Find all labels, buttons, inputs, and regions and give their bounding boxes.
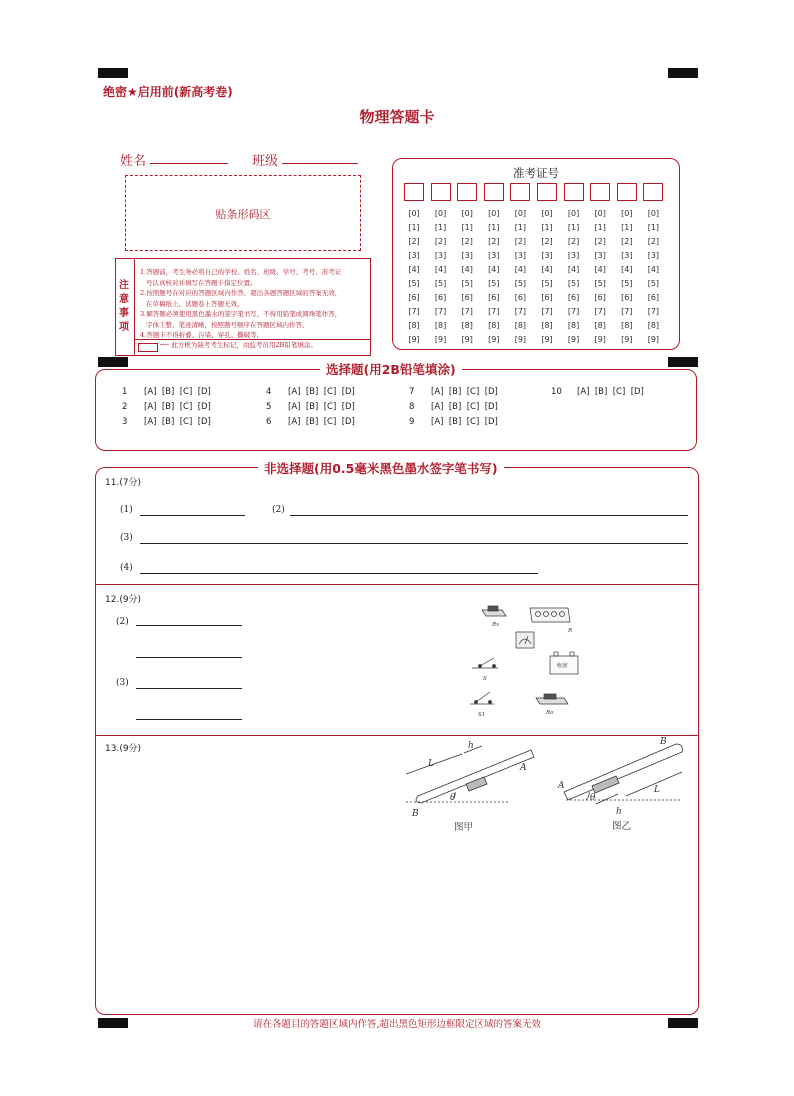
component-label: Rx: [492, 622, 500, 628]
alignment-mark: [98, 68, 128, 78]
switch-s1-icon: [470, 692, 494, 704]
exam-id-bubble[interactable]: [2]: [594, 237, 606, 246]
resistor-rx-icon: [482, 606, 506, 616]
notes-line: 号认真核对并填写在答题卡指定位置。: [146, 278, 257, 287]
q11-part2-answer[interactable]: [290, 515, 688, 516]
choice-options[interactable]: [A] [B] [C] [D]: [288, 387, 355, 397]
exam-id-bubble[interactable]: [3]: [567, 251, 580, 260]
exam-id-bubble[interactable]: [5]: [408, 279, 420, 288]
notes-title-char: 事: [119, 308, 129, 319]
exam-id-bubble[interactable]: [5]: [541, 279, 553, 288]
exam-id-bubble[interactable]: [5]: [594, 279, 606, 288]
alignment-mark: [98, 357, 128, 367]
notes-title: [116, 259, 135, 355]
exam-id-bubble[interactable]: [8]: [434, 321, 447, 330]
notes-line: 在草稿纸上、试题卷上答题无效。: [146, 299, 244, 308]
exam-id-bubble[interactable]: [0]: [488, 209, 500, 218]
class-field[interactable]: [282, 163, 358, 164]
exam-id-bubble[interactable]: [4]: [434, 265, 447, 274]
exam-id-bubble[interactable]: [4]: [567, 265, 580, 274]
choice-options[interactable]: [A] [B] [C] [D]: [288, 417, 355, 427]
exam-id-bubble[interactable]: [0]: [594, 209, 606, 218]
choice-number: 5: [266, 402, 272, 412]
exam-id-bubble[interactable]: [8]: [567, 321, 580, 330]
q12-part3-answer-a[interactable]: [136, 688, 242, 689]
exam-id-digit-box[interactable]: [457, 183, 477, 201]
q12-part2-answer-a[interactable]: [136, 625, 242, 626]
exam-id-bubble[interactable]: [4]: [594, 265, 606, 274]
page-title: 物理答题卡: [359, 108, 435, 126]
footer-note: 请在各题目的答题区域内作答,超出黑色矩形边框限定区域的答案无效: [252, 1019, 542, 1030]
q11-part3-answer[interactable]: [140, 543, 688, 544]
notes-title-char: 注: [119, 280, 129, 291]
fig-symbol: L: [428, 759, 434, 769]
choice-options[interactable]: [A] [B] [C] [D]: [288, 402, 355, 412]
choice-options[interactable]: [A] [B] [C] [D]: [577, 387, 644, 397]
exam-id-column: [456, 183, 478, 347]
exam-id-digit-box[interactable]: [484, 183, 504, 201]
exam-id-bubble[interactable]: [7]: [514, 307, 527, 316]
exam-id-column: [642, 183, 664, 347]
exam-id-bubble[interactable]: [5]: [647, 279, 660, 288]
exam-id-bubble[interactable]: [2]: [488, 237, 500, 246]
exam-id-bubble[interactable]: [9]: [647, 335, 660, 344]
q13-figure-a: [396, 736, 546, 836]
exam-id-digit-box[interactable]: [590, 183, 610, 201]
exam-id-bubble[interactable]: [8]: [461, 321, 473, 330]
exam-id-bubble[interactable]: [6]: [594, 293, 606, 302]
exam-id-bubble[interactable]: [8]: [514, 321, 527, 330]
meter-icon: [516, 632, 534, 648]
exam-id-bubble[interactable]: [7]: [567, 307, 580, 316]
exam-id-digit-box[interactable]: [431, 183, 451, 201]
exam-id-bubble[interactable]: [0]: [408, 209, 420, 218]
exam-id-bubble[interactable]: [4]: [488, 265, 500, 274]
resistor-r0-icon: [536, 694, 568, 704]
exam-id-bubble[interactable]: [8]: [647, 321, 660, 330]
notes-line: 2.按照题号在对应的答题区域内作答，超出各题答题区域的答案无效，: [140, 289, 342, 297]
exam-id-bubble[interactable]: [0]: [647, 209, 660, 218]
fig-caption: 图乙: [612, 821, 632, 832]
exam-id-bubble[interactable]: [3]: [541, 251, 553, 260]
exam-id-digit-box[interactable]: [643, 183, 663, 201]
exam-id-digit-box[interactable]: [510, 183, 530, 201]
resistance-box-icon: [530, 608, 570, 622]
exam-id-bubble[interactable]: [4]: [541, 265, 553, 274]
q13-figure-b: [556, 732, 696, 836]
choice-number: 1: [122, 387, 128, 397]
exam-id-bubble[interactable]: [8]: [541, 321, 553, 330]
exam-id-bubble[interactable]: [1]: [621, 223, 633, 232]
exam-id-bubble[interactable]: [0]: [461, 209, 473, 218]
component-label: S1: [478, 712, 486, 718]
exam-id-bubble[interactable]: [2]: [567, 237, 580, 246]
exam-id-digit-box[interactable]: [564, 183, 584, 201]
exam-id-bubble[interactable]: [5]: [434, 279, 447, 288]
notes-title-char: 意: [119, 294, 129, 305]
q12-part-label: (2): [116, 617, 129, 627]
exam-id-bubble[interactable]: [9]: [408, 335, 420, 344]
notes-title-char: 项: [119, 322, 129, 333]
exam-id-bubble[interactable]: [7]: [541, 307, 553, 316]
component-label: Ro: [546, 710, 554, 716]
exam-id-column: [616, 183, 638, 347]
exam-id-bubble[interactable]: [0]: [514, 209, 527, 218]
component-label: 电池: [556, 663, 568, 669]
exam-id-bubble[interactable]: [4]: [408, 265, 420, 274]
choice-options[interactable]: [A] [B] [C] [D]: [144, 387, 211, 397]
exam-id-bubble[interactable]: [0]: [541, 209, 553, 218]
divider: [95, 584, 698, 585]
q11-part-label: (3): [120, 533, 133, 543]
choice-number: 4: [266, 387, 272, 397]
exam-id-bubble[interactable]: [1]: [408, 223, 420, 232]
notes-line: 1.答题前，考生务必将自己的学校、姓名、班级、学号、考号、准考证: [140, 268, 342, 276]
fig-symbol: θ: [450, 793, 456, 803]
exam-id-digit-box[interactable]: [404, 183, 424, 201]
arrow-left-icon: ⟵: [160, 341, 170, 349]
component-label: S: [483, 676, 487, 682]
exam-id-bubble[interactable]: [2]: [621, 237, 633, 246]
exam-id-bubble[interactable]: [3]: [594, 251, 606, 260]
exam-id-bubble[interactable]: [3]: [621, 251, 633, 260]
exam-id-bubble[interactable]: [0]: [567, 209, 580, 218]
exam-id-bubble[interactable]: [6]: [647, 293, 660, 302]
exam-id-bubble[interactable]: [8]: [488, 321, 500, 330]
exam-id-bubble[interactable]: [3]: [514, 251, 527, 260]
notes-box: [115, 258, 371, 356]
exam-id-title: 准考证号: [513, 166, 559, 180]
choice-number: 3: [122, 417, 128, 427]
exam-id-bubble[interactable]: [4]: [461, 265, 473, 274]
notes-line: 3.解答题必须使用黑色墨水的签字笔书写，不得用铅笔或圆珠笔作答，: [140, 310, 342, 318]
exam-id-bubble[interactable]: [7]: [408, 307, 420, 316]
fig-symbol: A: [558, 781, 565, 791]
exam-id-bubble[interactable]: [9]: [514, 335, 527, 344]
fig-symbol: L: [654, 785, 660, 795]
choice-options[interactable]: [A] [B] [C] [D]: [431, 417, 498, 427]
fig-symbol: B: [660, 737, 667, 747]
exam-id-bubble[interactable]: [5]: [621, 279, 633, 288]
exam-id-bubble[interactable]: [9]: [621, 335, 633, 344]
component-label: R: [568, 628, 573, 634]
exam-id-bubble[interactable]: [2]: [647, 237, 660, 246]
exam-id-bubble[interactable]: [6]: [434, 293, 447, 302]
choice-options[interactable]: [A] [B] [C] [D]: [431, 387, 498, 397]
q12-part-label: (3): [116, 678, 129, 688]
name-label: 姓名: [120, 154, 147, 169]
fig-symbol: h: [616, 807, 622, 817]
exam-id-bubble[interactable]: [3]: [488, 251, 500, 260]
q12-part2-answer-b[interactable]: [136, 657, 242, 658]
exam-id-bubble[interactable]: [2]: [541, 237, 553, 246]
notes-line: 字体工整、笔迹清晰，按照题号顺序在答题区域内作答。: [146, 320, 309, 329]
exam-id-bubble[interactable]: [6]: [541, 293, 553, 302]
choice-options[interactable]: [A] [B] [C] [D]: [431, 402, 498, 412]
exam-id-digit-box[interactable]: [617, 183, 637, 201]
exam-id-column: [589, 183, 611, 347]
exam-id-bubble[interactable]: [5]: [461, 279, 473, 288]
exam-id-bubble[interactable]: [0]: [434, 209, 447, 218]
q11-part-label: (1): [120, 505, 133, 515]
question-13-label: 13.(9分): [105, 744, 142, 754]
exam-id-bubble[interactable]: [1]: [488, 223, 500, 232]
exam-id-bubble[interactable]: [5]: [488, 279, 500, 288]
exam-id-bubble[interactable]: [8]: [621, 321, 633, 330]
exam-id-bubble[interactable]: [9]: [594, 335, 606, 344]
fig-symbol: θ: [590, 793, 596, 803]
barcode-area: [125, 175, 361, 251]
fig-symbol: B: [412, 809, 419, 819]
fig-symbol: A: [520, 763, 527, 773]
exam-id-bubble[interactable]: [8]: [408, 321, 420, 330]
choice-number: 7: [409, 387, 415, 397]
exam-id-bubble[interactable]: [2]: [408, 237, 420, 246]
confidential-label: 绝密★启用前(新高考卷): [103, 85, 233, 99]
exam-id-bubble[interactable]: [3]: [434, 251, 447, 260]
exam-id-column: [403, 183, 425, 347]
q11-part1-answer[interactable]: [140, 515, 245, 516]
choice-number: 10: [551, 387, 562, 397]
exam-id-column: [483, 183, 505, 347]
exam-id-bubble[interactable]: [2]: [434, 237, 447, 246]
exam-id-bubble[interactable]: [9]: [488, 335, 500, 344]
q11-part-label: (4): [120, 563, 133, 573]
exam-id-bubble[interactable]: [6]: [621, 293, 633, 302]
question-12-label: 12.(9分): [105, 595, 142, 605]
notes-text: [140, 267, 366, 341]
exam-id-box: [392, 158, 680, 350]
exam-id-bubble[interactable]: [1]: [567, 223, 580, 232]
exam-id-bubble[interactable]: [2]: [461, 237, 473, 246]
choice-number: 9: [409, 417, 415, 427]
fig-caption: 图甲: [454, 822, 474, 833]
switch-s-icon: [472, 658, 498, 668]
choice-number: 2: [122, 402, 128, 412]
exam-id-bubble[interactable]: [6]: [461, 293, 473, 302]
absent-mark-box[interactable]: [138, 343, 158, 352]
exam-id-bubble[interactable]: [2]: [514, 237, 527, 246]
class-label: 班级: [252, 154, 279, 169]
exam-id-bubble[interactable]: [4]: [621, 265, 633, 274]
exam-id-bubble[interactable]: [1]: [434, 223, 447, 232]
exam-id-bubble[interactable]: [7]: [647, 307, 660, 316]
exam-id-bubble[interactable]: [6]: [408, 293, 420, 302]
choice-section-title: 选择题(用2B铅笔填涂): [320, 360, 462, 378]
question-11-label: 11.(7分): [105, 478, 142, 488]
q12-part3-answer-b[interactable]: [136, 719, 242, 720]
exam-id-bubble[interactable]: [1]: [594, 223, 606, 232]
exam-id-bubble[interactable]: [0]: [621, 209, 633, 218]
barcode-label: 贴条形码区: [215, 208, 271, 221]
exam-id-bubble[interactable]: [1]: [647, 223, 660, 232]
exam-id-bubble[interactable]: [7]: [621, 307, 633, 316]
choice-number: 8: [409, 402, 415, 412]
exam-id-bubble[interactable]: [8]: [594, 321, 606, 330]
q11-part4-answer[interactable]: [140, 573, 538, 574]
exam-id-bubble[interactable]: [9]: [434, 335, 447, 344]
exam-id-bubble[interactable]: [3]: [647, 251, 660, 260]
exam-id-bubble[interactable]: [6]: [567, 293, 580, 302]
exam-id-bubble[interactable]: [4]: [514, 265, 527, 274]
exam-id-bubble[interactable]: [9]: [461, 335, 473, 344]
exam-id-column: [536, 183, 558, 347]
exam-id-bubble[interactable]: [7]: [434, 307, 447, 316]
fig-symbol: h: [468, 741, 474, 751]
exam-id-bubble[interactable]: [1]: [514, 223, 527, 232]
exam-id-bubble[interactable]: [1]: [541, 223, 553, 232]
free-section-title: 非选择题(用0.5毫米黑色墨水签字笔书写): [258, 459, 504, 477]
alignment-mark: [668, 357, 698, 367]
exam-id-bubble[interactable]: [7]: [488, 307, 500, 316]
choice-options[interactable]: [A] [B] [C] [D]: [144, 417, 211, 427]
q12-apparatus-figure: [460, 600, 590, 725]
exam-id-digit-box[interactable]: [537, 183, 557, 201]
exam-id-column: [563, 183, 585, 347]
exam-id-bubble[interactable]: [6]: [514, 293, 527, 302]
exam-id-bubble[interactable]: [5]: [567, 279, 580, 288]
exam-id-bubble[interactable]: [9]: [541, 335, 553, 344]
exam-id-column: [430, 183, 452, 347]
name-field[interactable]: [150, 163, 228, 164]
alignment-mark: [668, 68, 698, 78]
choice-number: 6: [266, 417, 272, 427]
exam-id-bubble[interactable]: [7]: [461, 307, 473, 316]
q11-part-label: (2): [272, 505, 285, 515]
exam-id-bubble[interactable]: [3]: [461, 251, 473, 260]
exam-id-bubble[interactable]: [4]: [647, 265, 660, 274]
exam-id-bubble[interactable]: [9]: [567, 335, 580, 344]
exam-id-bubble[interactable]: [5]: [514, 279, 527, 288]
exam-id-bubble[interactable]: [3]: [408, 251, 420, 260]
notes-line: 4.答题卡不得折叠、污染、穿孔、撕破等。: [140, 331, 264, 339]
exam-id-bubble[interactable]: [1]: [461, 223, 473, 232]
choice-options[interactable]: [A] [B] [C] [D]: [144, 402, 211, 412]
exam-id-column: [509, 183, 531, 347]
exam-id-bubble[interactable]: [7]: [594, 307, 606, 316]
exam-id-bubble[interactable]: [6]: [488, 293, 500, 302]
absent-mark-note: 此方框为缺考考生标记，由监考员用2B铅笔填涂。: [171, 341, 317, 349]
